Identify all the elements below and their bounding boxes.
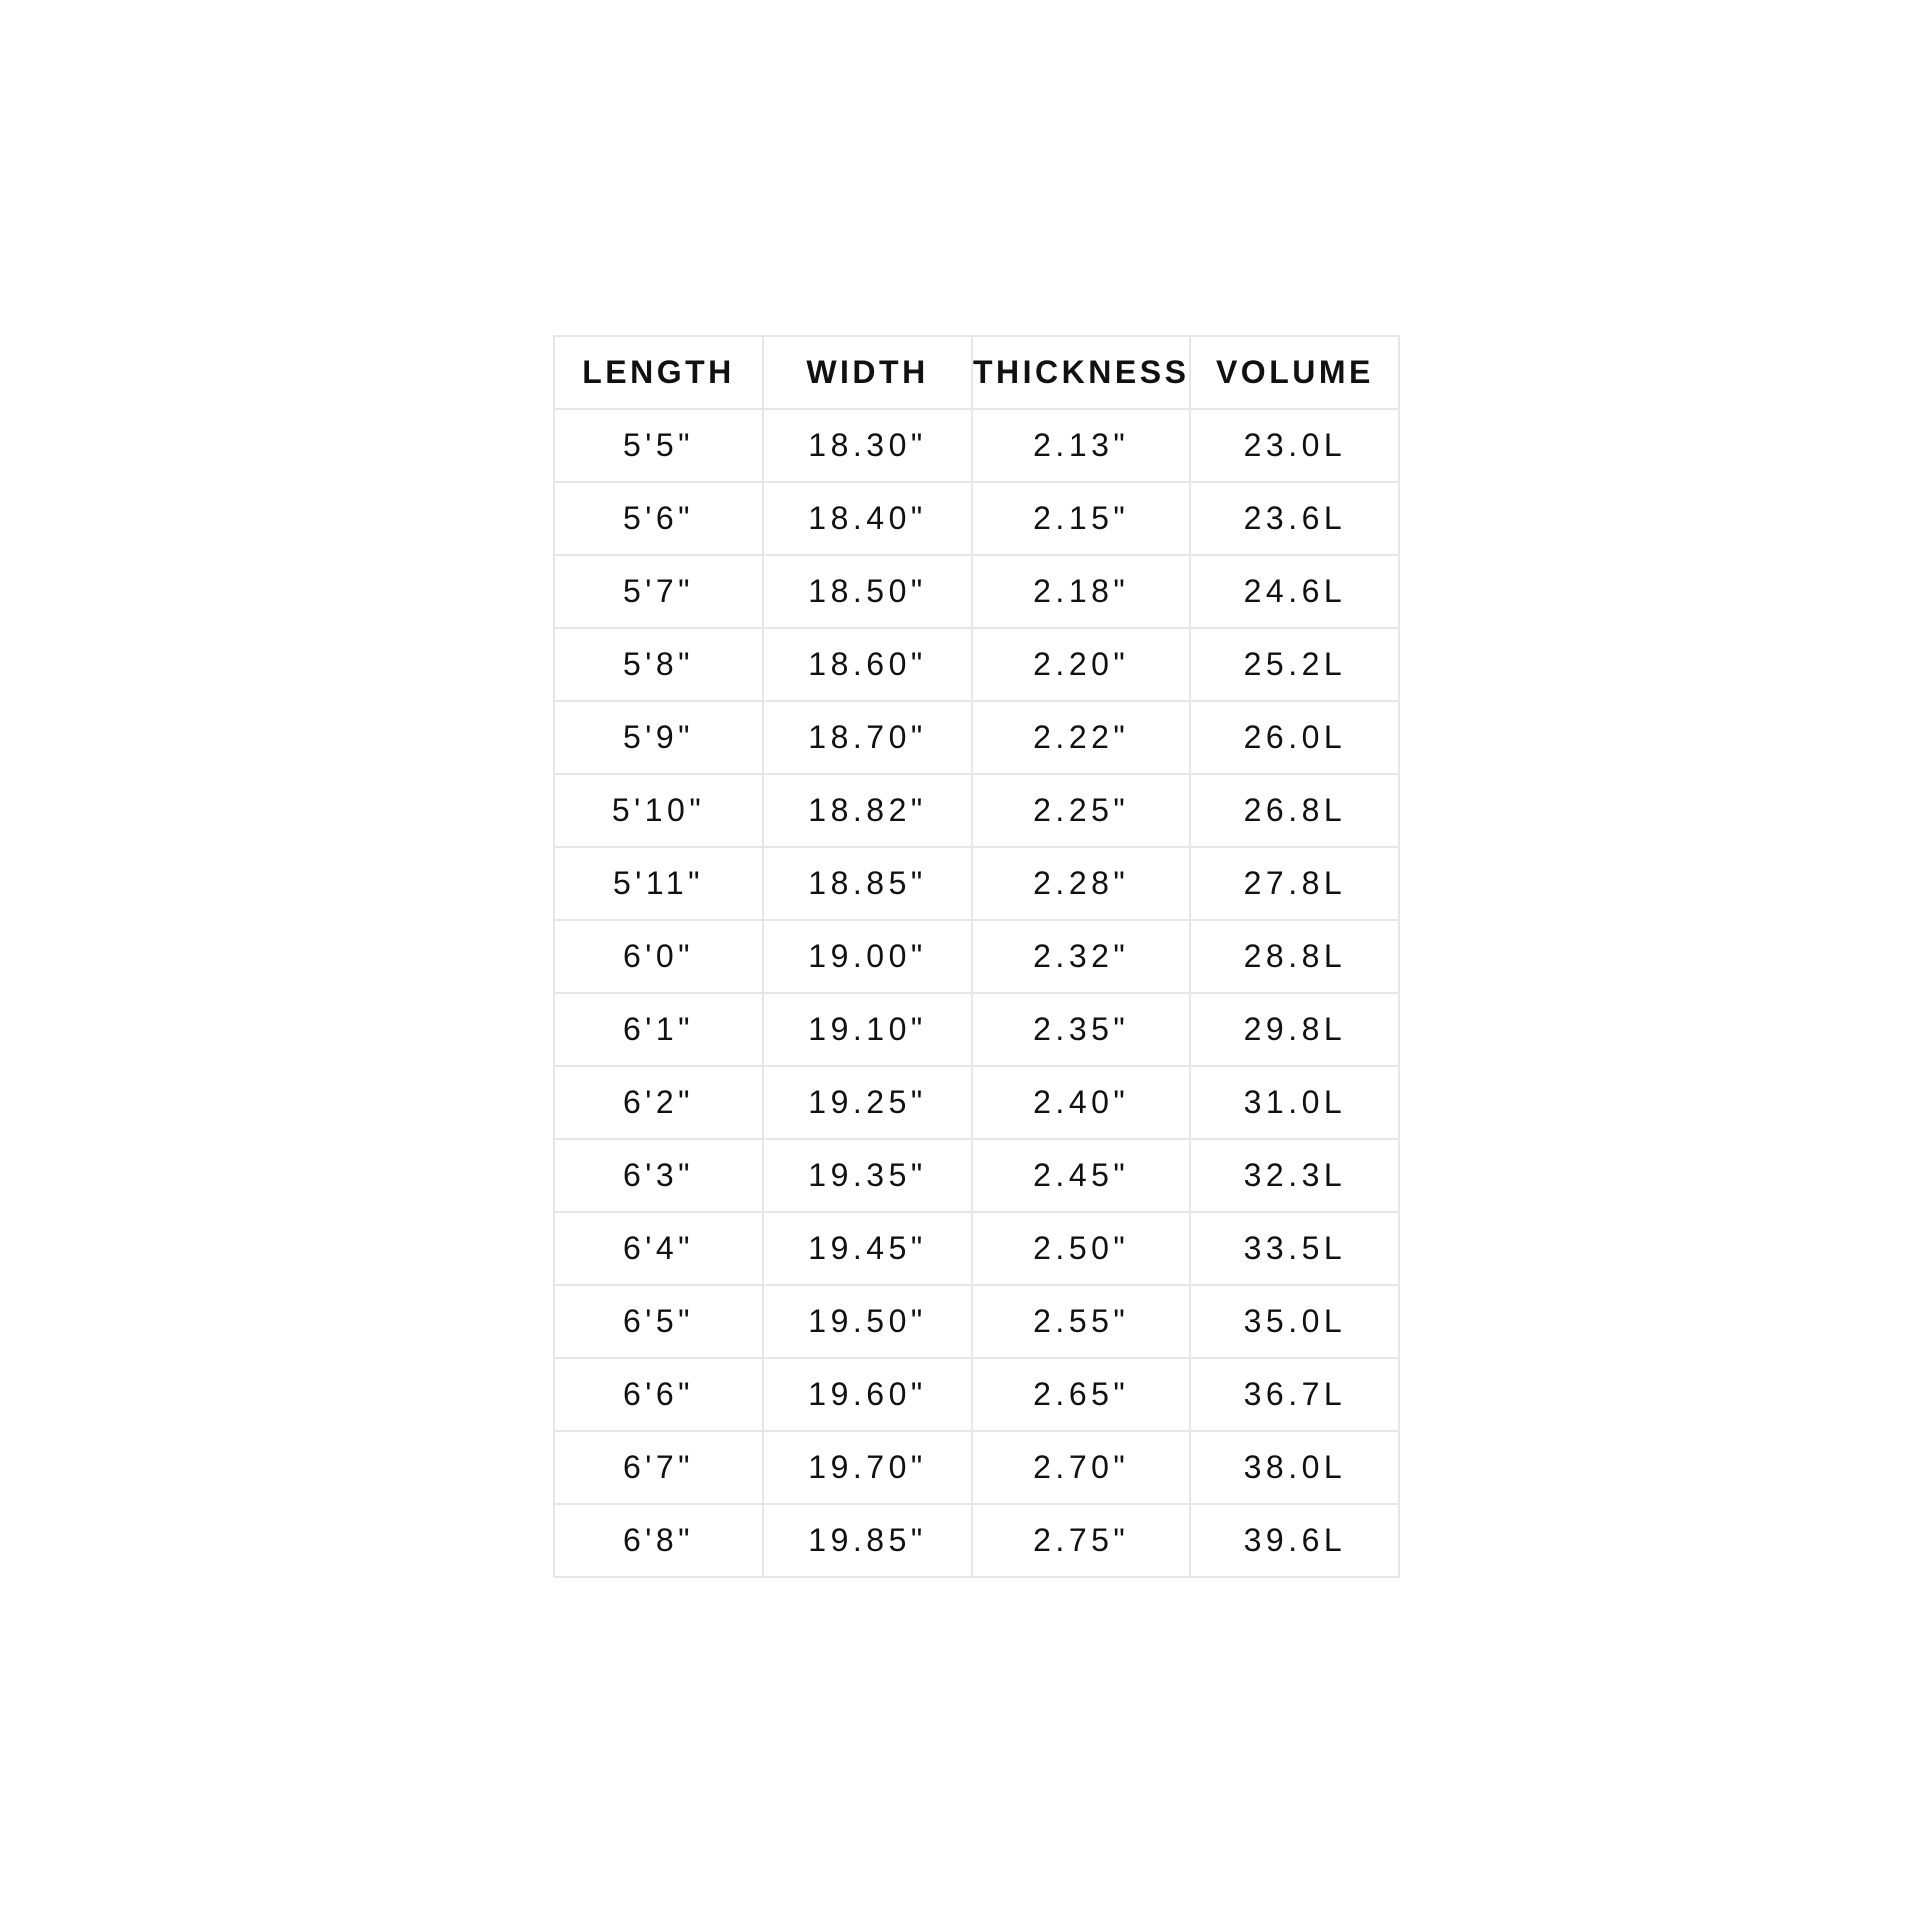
cell-volume: 23.6L xyxy=(1190,482,1399,555)
cell-width: 19.60" xyxy=(763,1358,972,1431)
cell-width: 19.35" xyxy=(763,1139,972,1212)
cell-thickness: 2.45" xyxy=(972,1139,1190,1212)
cell-thickness: 2.13" xyxy=(972,409,1190,482)
cell-length: 6'6" xyxy=(554,1358,763,1431)
cell-thickness: 2.75" xyxy=(972,1504,1190,1577)
cell-length: 6'1" xyxy=(554,993,763,1066)
cell-length: 6'4" xyxy=(554,1212,763,1285)
cell-thickness: 2.22" xyxy=(972,701,1190,774)
cell-width: 19.70" xyxy=(763,1431,972,1504)
cell-volume: 31.0L xyxy=(1190,1066,1399,1139)
cell-width: 18.60" xyxy=(763,628,972,701)
cell-volume: 23.0L xyxy=(1190,409,1399,482)
cell-volume: 32.3L xyxy=(1190,1139,1399,1212)
cell-length: 5'7" xyxy=(554,555,763,628)
cell-length: 6'3" xyxy=(554,1139,763,1212)
column-header-width: WIDTH xyxy=(763,336,972,409)
column-header-thickness: THICKNESS xyxy=(972,336,1190,409)
cell-thickness: 2.15" xyxy=(972,482,1190,555)
cell-thickness: 2.40" xyxy=(972,1066,1190,1139)
cell-length: 5'6" xyxy=(554,482,763,555)
table-row xyxy=(554,1212,1399,1285)
cell-thickness: 2.18" xyxy=(972,555,1190,628)
cell-thickness: 2.55" xyxy=(972,1285,1190,1358)
table-row xyxy=(554,1285,1399,1358)
table-row xyxy=(554,1139,1399,1212)
table-row xyxy=(554,847,1399,920)
cell-width: 19.85" xyxy=(763,1504,972,1577)
table-row xyxy=(554,1431,1399,1504)
table-body xyxy=(554,409,1399,1577)
table-row xyxy=(554,701,1399,774)
table-header xyxy=(554,336,1399,409)
table-row xyxy=(554,1358,1399,1431)
cell-width: 18.40" xyxy=(763,482,972,555)
header-row xyxy=(554,336,1399,409)
cell-length: 6'8" xyxy=(554,1504,763,1577)
cell-length: 6'5" xyxy=(554,1285,763,1358)
cell-thickness: 2.70" xyxy=(972,1431,1190,1504)
cell-width: 19.25" xyxy=(763,1066,972,1139)
cell-width: 19.50" xyxy=(763,1285,972,1358)
cell-width: 18.70" xyxy=(763,701,972,774)
table-row xyxy=(554,409,1399,482)
table-row xyxy=(554,774,1399,847)
table-row xyxy=(554,628,1399,701)
cell-width: 19.10" xyxy=(763,993,972,1066)
cell-volume: 26.0L xyxy=(1190,701,1399,774)
cell-volume: 36.7L xyxy=(1190,1358,1399,1431)
cell-width: 18.50" xyxy=(763,555,972,628)
table-row xyxy=(554,920,1399,993)
cell-volume: 39.6L xyxy=(1190,1504,1399,1577)
cell-length: 5'9" xyxy=(554,701,763,774)
cell-width: 18.30" xyxy=(763,409,972,482)
cell-volume: 28.8L xyxy=(1190,920,1399,993)
cell-width: 18.85" xyxy=(763,847,972,920)
cell-thickness: 2.32" xyxy=(972,920,1190,993)
cell-length: 5'11" xyxy=(554,847,763,920)
cell-width: 18.82" xyxy=(763,774,972,847)
cell-length: 5'8" xyxy=(554,628,763,701)
cell-width: 19.00" xyxy=(763,920,972,993)
cell-thickness: 2.50" xyxy=(972,1212,1190,1285)
table-row xyxy=(554,993,1399,1066)
cell-length: 6'7" xyxy=(554,1431,763,1504)
cell-thickness: 2.28" xyxy=(972,847,1190,920)
cell-thickness: 2.20" xyxy=(972,628,1190,701)
cell-length: 5'10" xyxy=(554,774,763,847)
cell-volume: 33.5L xyxy=(1190,1212,1399,1285)
cell-volume: 29.8L xyxy=(1190,993,1399,1066)
cell-length: 5'5" xyxy=(554,409,763,482)
table-row xyxy=(554,1504,1399,1577)
table-row xyxy=(554,555,1399,628)
cell-length: 6'0" xyxy=(554,920,763,993)
column-header-volume: VOLUME xyxy=(1190,336,1399,409)
cell-length: 6'2" xyxy=(554,1066,763,1139)
table-row xyxy=(554,1066,1399,1139)
cell-thickness: 2.25" xyxy=(972,774,1190,847)
cell-volume: 27.8L xyxy=(1190,847,1399,920)
cell-thickness: 2.65" xyxy=(972,1358,1190,1431)
cell-volume: 24.6L xyxy=(1190,555,1399,628)
size-chart-table xyxy=(553,335,1400,1578)
cell-width: 19.45" xyxy=(763,1212,972,1285)
cell-volume: 38.0L xyxy=(1190,1431,1399,1504)
cell-volume: 35.0L xyxy=(1190,1285,1399,1358)
cell-volume: 26.8L xyxy=(1190,774,1399,847)
cell-volume: 25.2L xyxy=(1190,628,1399,701)
column-header-length: LENGTH xyxy=(554,336,763,409)
cell-thickness: 2.35" xyxy=(972,993,1190,1066)
table-row xyxy=(554,482,1399,555)
